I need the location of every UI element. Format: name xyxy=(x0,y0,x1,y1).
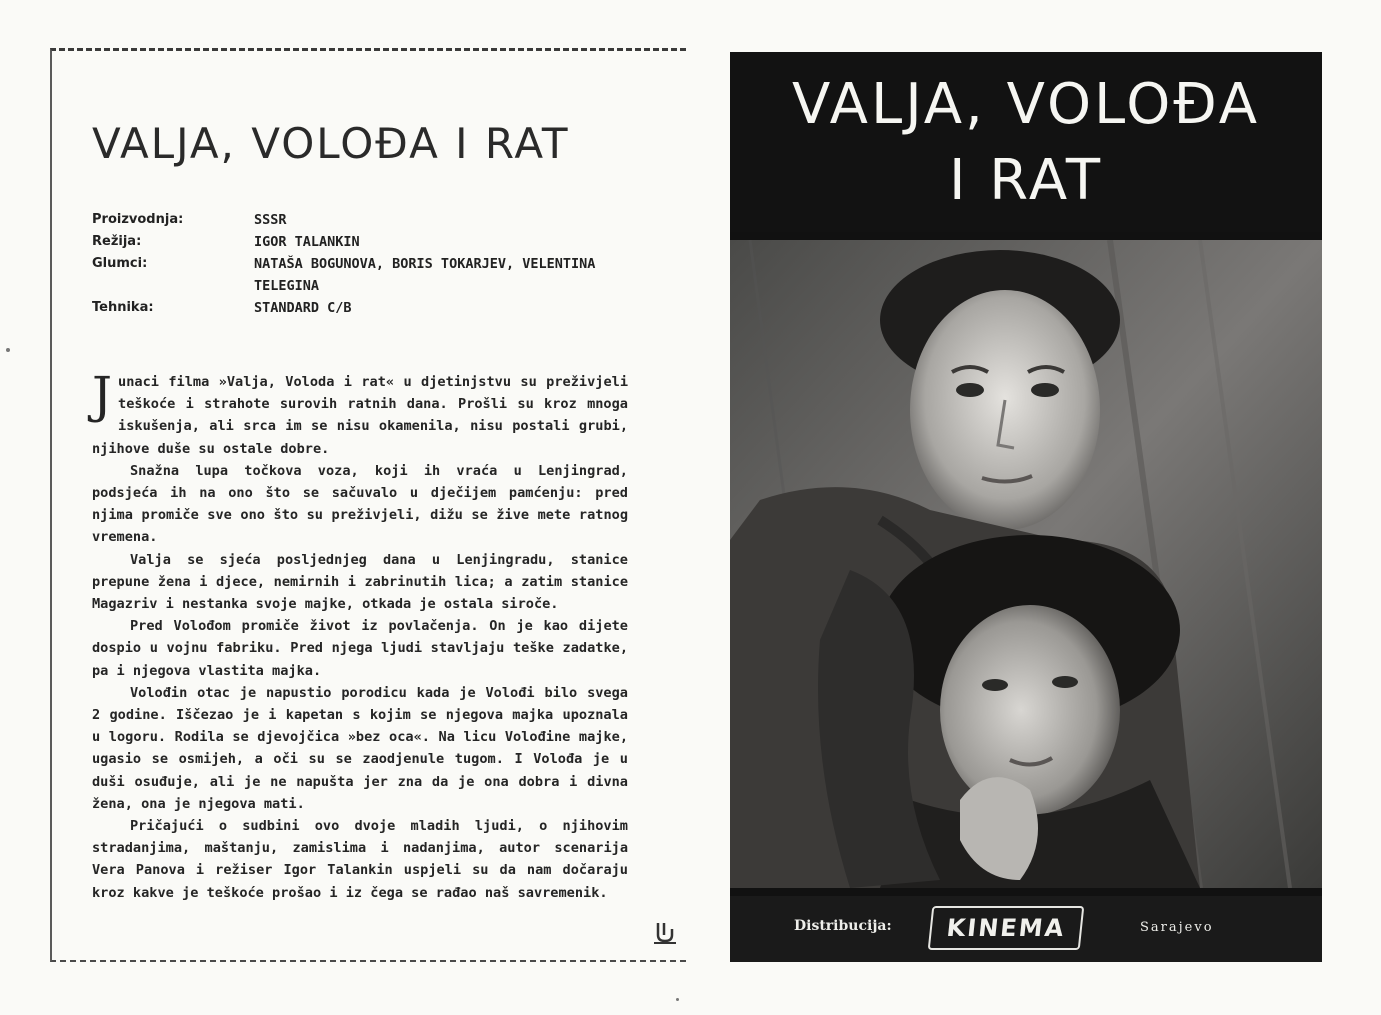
poster-footer xyxy=(730,896,1322,962)
credit-row xyxy=(92,231,637,253)
synopsis-paragraph: Snažna lupa točkova voza, koji ih vraća u Lenjingrad, podsjeća ih na ono što se sačuvalo u dječijem pamćenju: pred njima promiče sve ono što su preživjeli, dižu se žive mete ratnog vremena. xyxy=(92,462,628,546)
paper-speck xyxy=(6,348,10,352)
info-page xyxy=(50,48,686,962)
credit-label: Tehnika: xyxy=(92,300,154,315)
paper-speck xyxy=(676,998,679,1001)
credit-value: STANDARD C/B xyxy=(254,300,352,316)
synopsis xyxy=(92,366,628,904)
credit-row xyxy=(92,253,637,297)
synopsis-paragraph xyxy=(92,366,628,460)
kinema-logo: KINEMA xyxy=(928,906,1085,950)
credit-label: Proizvodnja: xyxy=(92,212,184,227)
distributor-city: Sarajevo xyxy=(1140,920,1214,935)
synopsis-paragraph: Pričajući o sudbini ovo dvoje mladih ljudi, o njihovim stradanjima, maštanju, zamislima i nadanjima, autor scenarija Vera Panova i režiser Igor Talankin uspjeli su da nam dočaraju kroz kakve je teškoće prošao i iz čega se rađao naš savremenik. xyxy=(92,818,628,901)
poster-title-line1: VALJA, VOLOĐA xyxy=(791,72,1261,137)
poster-title-block xyxy=(730,52,1322,232)
two-children-embrace-photo xyxy=(730,240,1322,888)
credit-label: Režija: xyxy=(92,234,142,249)
credit-row xyxy=(92,297,637,319)
film-poster xyxy=(730,52,1322,962)
synopsis-paragraph: Pred Volođom promiče život iz povlačenja. On je kao dijete dospio u vojnu fabriku. Pred njega ljudi stavljaju teške zadatke, pa i njegova vlastita majka. xyxy=(92,618,628,679)
dropcap: J xyxy=(92,366,113,424)
credit-value: NATAŠA BOGUNOVA, BORIS TOKARJEV, VELENTINA TELEGINA xyxy=(254,256,596,294)
distribution-label: Distribucija: xyxy=(794,918,892,934)
paragraph-text: unaci filma »Valja, Voloda i rat« u djetinjstvu su preživjeli teškoće i strahote surovih ratnih dana. Prošli su kroz mnoga iskušenja, ali srca im se nisu okamenila, nisu postali grubi, njihove duše su ostale dobre. xyxy=(92,374,628,457)
credit-value: SSSR xyxy=(254,212,287,228)
publisher-logo-icon xyxy=(652,919,678,951)
poster-title-line2: I RAT xyxy=(948,148,1104,213)
credit-value: IGOR TALANKIN xyxy=(254,234,360,250)
credit-label: Glumci: xyxy=(92,256,148,271)
credits-list xyxy=(92,209,637,319)
synopsis-paragraph: Volođin otac je napustio porodicu kada je Volođi bilo svega 2 godine. Iščezao je i kapetan s kojim se njegova majka upoznala u logoru. Rodila se djevojčica »bez oca«. Na licu Volođine majke, ugasio se osmijeh, a oči su se zaodjenule tugom. I Volođa je u duši osuđuje, ali je ne napušta jer zna da je ona dobra i divna žena, ona je njegova mati. xyxy=(92,684,628,812)
credit-row xyxy=(92,209,637,231)
film-title: VALJA, VOLOĐA I RAT xyxy=(92,119,570,168)
synopsis-paragraph: Valja se sjeća posljednjeg dana u Lenjingradu, stanice prepune žena i djece, nemirnih i zabrinutih lica; a zatim stanice Magazriv i nestanka svoje majke, otkada je ostala siroče. xyxy=(92,551,628,613)
